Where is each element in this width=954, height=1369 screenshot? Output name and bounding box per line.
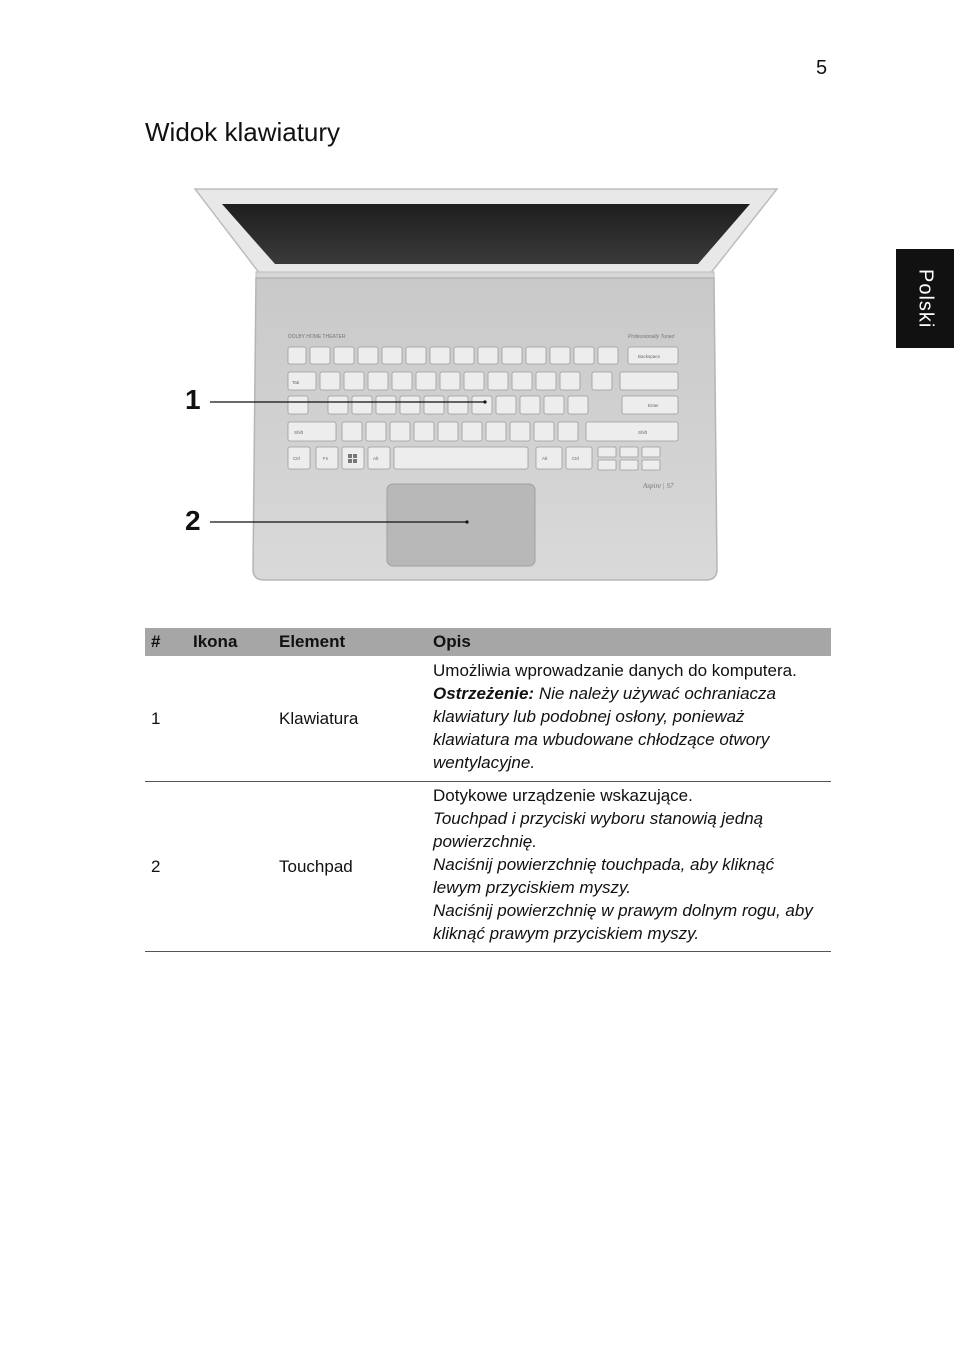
table-row — [145, 781, 831, 951]
table-row — [145, 656, 831, 781]
page-number: 5 — [816, 57, 828, 79]
row-element: Touchpad — [273, 781, 427, 951]
header-number: # — [145, 628, 187, 656]
laptop-top-view-illustration — [180, 184, 780, 589]
brand-text: Aspire | S7 — [643, 482, 674, 490]
component-table — [145, 628, 831, 952]
row-number: 2 — [145, 781, 187, 951]
row-icon — [187, 656, 273, 781]
row-number: 1 — [145, 656, 187, 781]
callout-touchpad: 2 — [185, 505, 201, 536]
page-title: Widok klawiatury — [145, 117, 341, 147]
callout-keyboard: 1 — [185, 384, 201, 415]
ctrl-left-key-label: Ctrl — [293, 456, 300, 461]
language-tab — [896, 249, 954, 348]
table-header-row — [145, 628, 831, 656]
warning-label: Ostrzeżenie: — [433, 683, 535, 703]
header-element: Element — [273, 628, 427, 656]
ctrl-right-key-label: Ctrl — [572, 456, 579, 461]
enter-key-label: Enter — [648, 403, 659, 408]
warning-note — [433, 682, 825, 774]
alt-right-key-label: Alt — [542, 456, 548, 461]
tagline-text: Professionally Tuned — [628, 334, 675, 340]
header-icon: Ikona — [187, 628, 273, 656]
alt-left-key-label: Alt — [373, 456, 379, 461]
tab-key-label: Tab — [292, 380, 300, 385]
header-description: Opis — [427, 628, 831, 656]
shift-left-key-label: Shift — [294, 430, 304, 435]
note-text: Touchpad i przyciski wyboru stanowią jedną powierzchnię. — [433, 808, 764, 851]
row-description — [427, 656, 831, 781]
backspace-key-label: Backspace — [638, 354, 661, 359]
row-description — [427, 781, 831, 951]
description-text: Dotykowe urządzenie wskazujące. — [433, 785, 693, 805]
fn-key-label: Fn — [323, 456, 329, 461]
note-text: Naciśnij powierzchnię w prawym dolnym rogu, aby kliknąć prawym przyciskiem myszy. — [433, 900, 813, 943]
row-element: Klawiatura — [273, 656, 427, 781]
language-tab-label: Polski — [914, 268, 937, 329]
svg-text:DOLBY HOME THEATER: DOLBY HOME THEATER — [288, 334, 346, 340]
touchpad-area — [387, 484, 535, 566]
row-icon — [187, 781, 273, 951]
warning-text: Nie należy używać ochraniacza klawiatury lub podobnej osłony, ponieważ klawiatura ma wbudowane chłodzące otwory wentylacyjne. — [433, 683, 776, 772]
description-text: Umożliwia wprowadzanie danych do komputera. — [433, 660, 797, 680]
note-text: Naciśnij powierzchnię touchpada, aby kliknąć lewym przyciskiem myszy. — [433, 854, 775, 897]
shift-right-key-label: Shift — [638, 430, 648, 435]
